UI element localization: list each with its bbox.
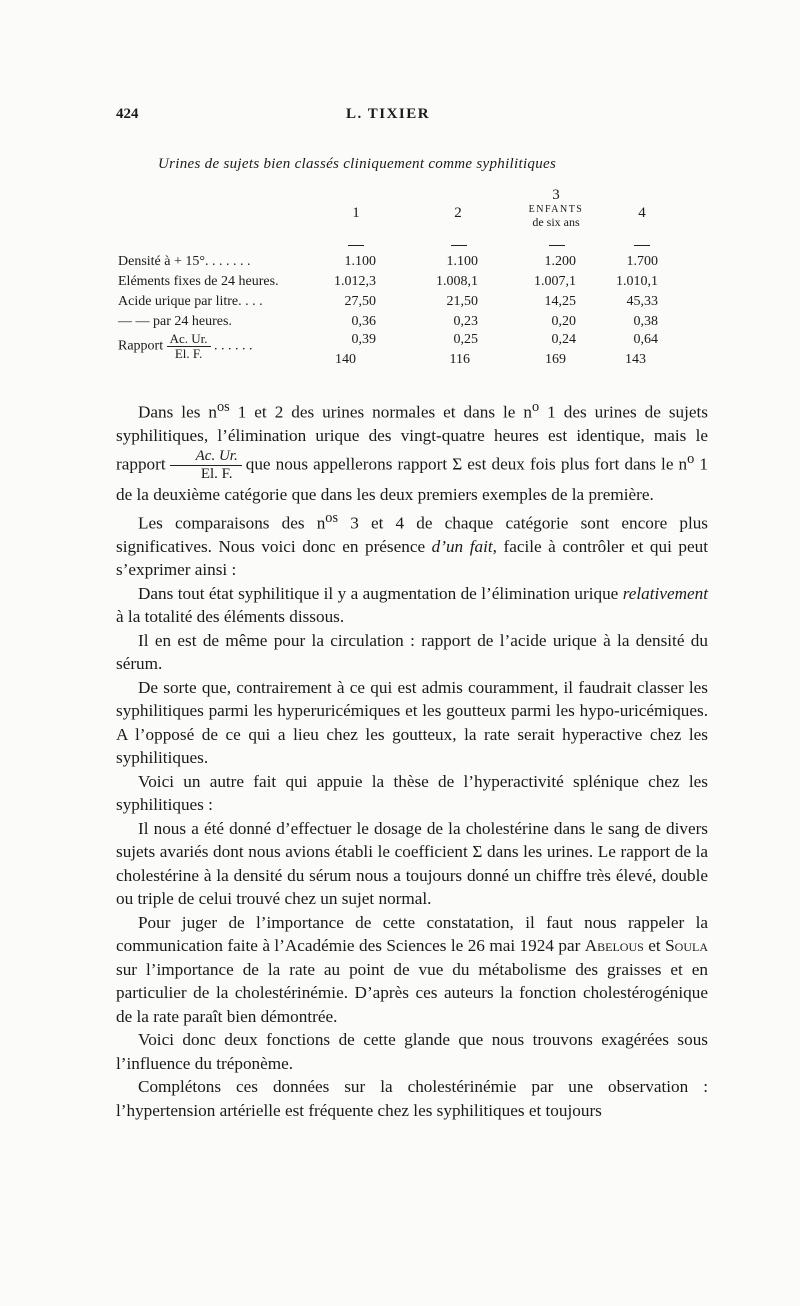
table-cell: 1.700 [626,254,658,269]
paragraph: Il nous a été donné d’effectuer le dosage de la cholestérine dans le sang de divers sujets avariés dont nous avions établi le coefficient Σ dans les urines. Le rapport de la cholestérine à la densité du sérum nous a toujours donné un chiffre très élevé, double ou triple de celui trouvé chez un sujet normal. [116,818,708,909]
text-span: à la totalité des éléments dissous. [116,607,345,627]
text-span: Les comparaisons des n [138,513,326,533]
superscript: os [325,509,339,526]
page-number: 424 [116,106,139,122]
ratio-numerator: Ac. Ur. [167,332,211,347]
ratio-denominator: El. F. [174,346,203,361]
divider [634,245,650,246]
paragraph [116,582,708,629]
table-cell: 1.010,1 [616,274,658,289]
table-cell: 0,20 [551,314,576,329]
table-cell: 140 [335,352,356,367]
text-span: 1 des urines de sujets syphilitiques, l’élimination urique des vingt-quatre heures est identique, mais le rapport [116,402,708,474]
column-header: 1 [352,205,360,221]
ratio-fraction [170,448,242,483]
table-cell: 27,50 [344,294,376,309]
table-cell: 1.012,3 [334,274,376,289]
table-cell: 169 [545,352,566,367]
running-head: L. TIXIER [346,106,431,122]
table-cell: 1.200 [544,254,576,269]
ratio-dots: . . . . . . [214,338,253,354]
superscript: os [216,399,230,415]
table-cell: 143 [625,352,646,367]
paragraph [116,911,708,1029]
row-label: Densité à + 15°. . . . . . . [118,254,251,269]
table-cell: 0,38 [633,314,658,329]
text-span: Dans les n [138,402,217,422]
row-label: — — par 24 heures. [118,314,232,329]
paragraph [116,396,708,507]
row-label: Acide urique par litre. . . . [118,294,263,309]
superscript: o [532,399,540,415]
table-cell: 14,25 [544,294,576,309]
row-label-ratio [118,332,253,361]
fraction-denominator: El. F. [200,466,233,483]
ratio-prefix: Rapport [118,338,164,354]
column-header: 2 [454,205,462,221]
column-header-sub: ENFANTS [528,204,584,215]
paragraph [116,507,708,582]
table-cell: 1.100 [344,254,376,269]
text-span: , facile à contrôler et qui peut s’exprimer ainsi : [116,536,708,580]
paragraph: Il en est de même pour la circulation : rapport de l’acide urique à la densité du sérum. [116,630,708,674]
table-cell: 0,36 [351,314,376,329]
paragraph: Voici donc deux fonctions de cette glande que nous trouvons exagérées sous l’influence du tréponème. [116,1030,708,1073]
table-caption: Urines de sujets bien classés cliniquement comme syphilitiques [158,156,557,172]
text-span: 3 et 4 de chaque catégorie sont encore plus significatives. Nous voici donc en présence [116,513,708,556]
body-text [116,396,708,1122]
author-name: Soula [665,936,708,956]
text-span: sur l’importance de la rate au point de vue du métabolisme des graisses et en particulier de la cholestérinémie. D’après ces auteurs la fonction cholestérogénique de la rate paraît bien démontrée. [116,959,708,1026]
paragraph: De sorte que, contrairement à ce qui est admis couramment, il faudrait classer les syphilitiques parmi les hyperuricémiques et les goutteux parmi les hypo-uricémiques. A l’opposé de ce qui a lieu chez les goutteux, la rate serait hyperactive chez les syphilitiques. [116,677,708,768]
emphasis: relativement [622,583,708,603]
table-cell: 116 [449,352,470,367]
emphasis: d’un fait [431,536,493,556]
paragraph: Voici un autre fait qui appuie la thèse de l’hyperactivité splénique chez les syphilitiques : [116,771,708,815]
table-cell: 0,25 [453,332,478,347]
table-cell: 45,33 [626,294,658,309]
row-label: Eléments fixes de 24 heures. [118,274,279,289]
column-header-label: 3 [552,187,560,203]
column-header: 4 [638,205,646,221]
paragraph: Complétons ces données sur la cholestérinémie par une observation : l’hypertension artérielle est fréquente chez les syphilitiques et toujours [116,1077,708,1120]
column-header-sub: de six ans [532,215,580,229]
table-cell: 21,50 [446,294,478,309]
text-span: Dans tout état syphilitique il y a augmentation de l’élimination urique [138,583,623,603]
table-cell: 0,39 [351,332,376,347]
table-cell: 1.008,1 [436,274,478,289]
divider [549,245,565,246]
text-span: Pour juger de l’importance de cette constatation, il faut nous rappeler la communication faite à l’Académie des Sciences le 26 mai 1924 par [116,912,708,956]
superscript: o [687,450,695,467]
table-cell: 0,23 [453,314,478,329]
table-cell: 0,64 [633,332,658,347]
divider [451,245,467,246]
author-name: Abelous [584,936,644,956]
ratio-fraction [167,332,211,361]
text-span: 1 de la deuxième catégorie que dans les deux premiers exemples de la première. [116,454,709,505]
text-span: 1 et 2 des urines normales et dans le n [229,402,533,422]
divider [348,245,364,246]
fraction-numerator: Ac. Ur. [170,448,242,466]
table-cell: 1.100 [446,254,478,269]
text-span: et [643,936,666,956]
data-table [0,0,800,380]
text-span: que nous appellerons rapport Σ est deux fois plus fort dans le n [245,454,688,474]
table-cell: 0,24 [551,332,576,347]
column-header [511,187,601,230]
table-cell: 1.007,1 [534,274,576,289]
